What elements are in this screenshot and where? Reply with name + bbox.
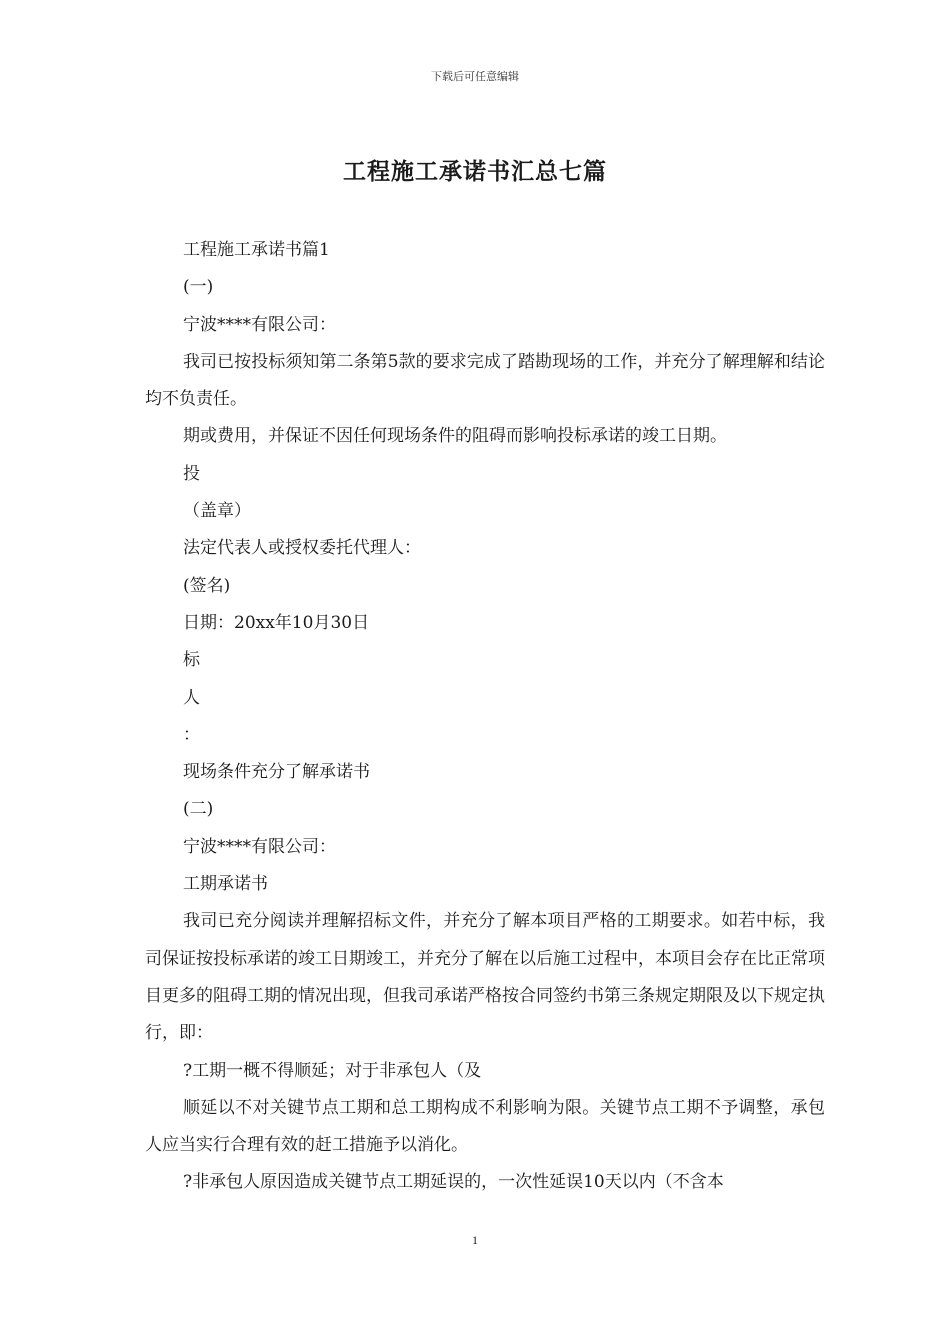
section-heading: 工程施工承诺书篇1 [183,240,330,260]
paragraph: ： [183,724,200,745]
document-title: 工程施工承诺书汇总七篇 [343,158,607,185]
paragraph: 期或费用，并保证不因任何现场条件的阻碍而影响投标承诺的竣工日期。 [183,426,727,447]
paragraph: 投 [183,463,200,484]
paragraph: ?工期一概不得顺延；对于非承包人（及 [183,1060,482,1081]
paragraph: 人 [183,687,200,708]
section-heading: 工期承诺书 [183,874,268,895]
paragraph: 我司已充分阅读并理解招标文件，并充分了解本项目严格的工期要求。如若中标，我司保证按投标承诺的竣工日期竣工，并充分了解在以后施工过程中，本项目会存在比正常项目更多的阻碍工期的情况出现，但我司承诺严格按合同签约书第三条规定期限及以下规定执行，即： [145,911,825,1044]
paragraph: 现场条件充分了解承诺书 [183,762,370,783]
paragraph: 法定代表人或授权委托代理人： [183,538,421,559]
addressee: 宁波****有限公司： [183,836,336,857]
addressee: 宁波****有限公司： [183,314,336,335]
paragraph: 顺延以不对关键节点工期和总工期构成不利影响为限。关键节点工期不予调整，承包人应当实行合理有效的赶工措施予以消化。 [145,1097,825,1156]
signature-note: (签名) [183,575,231,596]
page-number: 1 [472,1233,478,1247]
document-body [145,232,825,1202]
paragraph: (二) [183,799,214,820]
date-line: 日期：20xx年10月30日 [183,612,370,633]
seal-note: （盖章） [183,501,251,522]
paragraph: 标 [183,650,200,671]
page-header: 下载后可任意编辑 [431,70,519,83]
paragraph: 我司已按投标须知第二条第5款的要求完成了踏勘现场的工作，并充分了解理解和结论均不负责任。 [145,351,825,410]
paragraph: (一) [183,277,214,298]
paragraph: ?非承包人原因造成关键节点工期延误的，一次性延误10天以内（不含本 [183,1172,724,1193]
